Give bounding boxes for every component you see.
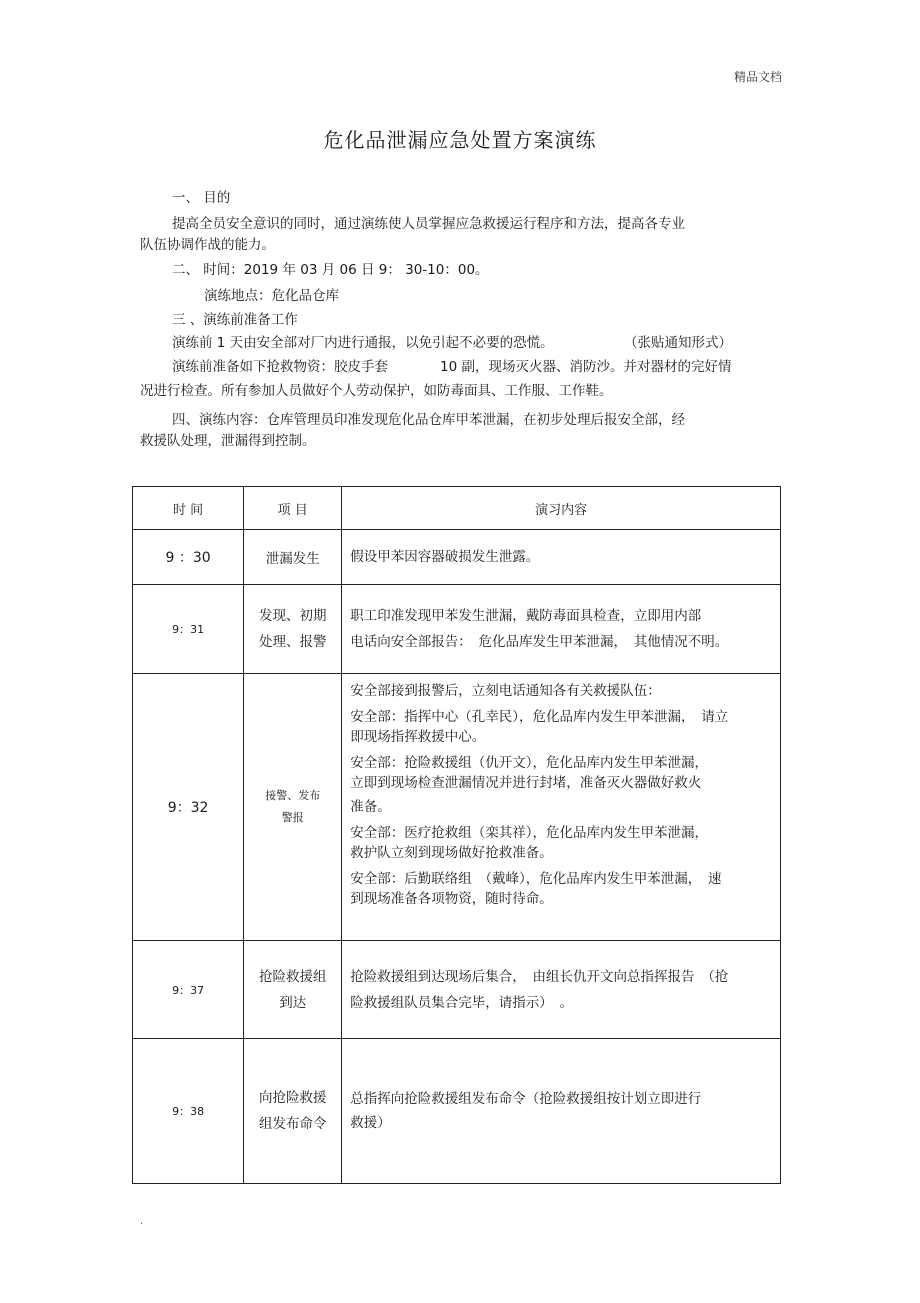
row-content [342,585,781,674]
row-content-line: 立即到现场检查泄漏情况并进行封堵，准备灭火器做好救火 [350,775,702,791]
row-item-line: 泄漏发生 [265,551,320,567]
row-item-line: 抢险救援组 [258,968,327,985]
row-content-line: 即现场指挥救援中心。 [350,729,486,745]
header-content: 演习内容 [342,487,781,530]
row-item-line: 处理、报警 [258,634,327,650]
row-content-line: 救援） [350,1115,391,1131]
row-content-line: 险救援组队员集合完毕，请指示） 。 [350,994,574,1011]
row-item [244,941,342,1039]
document-title: 危化品泄漏应急处置方案演练 [323,128,597,152]
row-content-line: 安全部：后勤联络组 （戴峰），危化品库内发生甲苯泄漏， 速 [350,871,722,887]
row-content-line: 安全部接到报警后，立刻电话通知各有关救援队伍： [350,683,661,699]
row-time: 9：37 [133,941,244,1039]
row-content [342,674,781,941]
row-content-line: 救护队立刻到现场做好抢救准备。 [350,845,553,861]
footer-dot: . [140,1216,144,1227]
row-time: 9 ：30 [133,530,244,585]
section-1-body-line-2: 队伍协调作战的能力。 [140,237,275,253]
section-3-line-2b: 10 副，现场灭火器、消防沙。并对器材的完好情 [440,359,732,375]
row-item-line: 发现、初期 [258,608,327,624]
row-content-line: 安全部：医疗抢救组（栾其祥），危化品库内发生甲苯泄漏， [350,825,709,841]
row-content-line: 职工印准发现甲苯发生泄漏，戴防毒面具检查，立即用内部 [350,608,702,624]
table-row [133,530,781,585]
row-content-line: 假设甲苯因容器破损发生泄露。 [350,549,540,565]
section-3-line-1: 演练前 1 天由安全部对厂内进行通报，以免引起不必要的恐慌。 [172,335,554,351]
row-time: 9：32 [133,674,244,941]
row-content [342,941,781,1039]
table-row [133,585,781,674]
row-time: 9：38 [133,1039,244,1184]
row-content-line: 到现场准备各项物资，随时待命。 [350,891,553,907]
section-2-heading: 二、 时间：2019 年 03 月 06 日 9： 30-10：00。 [172,262,489,278]
row-item-line: 组发布命令 [258,1116,327,1132]
section-1-body-line-1: 提高全员安全意识的同时，通过演练使人员掌握应急救援运行程序和方法，提高各专业 [172,216,685,232]
section-3-line-2a: 演练前准备如下抢救物资：胶皮手套 [172,359,388,375]
table-row [133,1039,781,1184]
header-item: 项 目 [244,487,342,530]
row-content-line: 安全部：指挥中心（孔幸民），危化品库内发生甲苯泄漏， 请立 [350,709,729,725]
row-item [244,674,342,941]
row-item-line: 向抢险救援 [258,1090,327,1106]
section-2-place: 演练地点：危化品仓库 [204,288,339,304]
section-3-line-3: 况进行检查。所有参加人员做好个人劳动保护，如防毒面具、工作服、工作鞋。 [140,383,613,399]
row-content [342,1039,781,1184]
row-content-line: 安全部：抢险救援组（仇开文），危化品库内发生甲苯泄漏， [350,755,709,771]
section-4-line-1: 四、演练内容：仓库管理员印准发现危化品仓库甲苯泄漏，在初步处理后报安全部，经 [172,412,685,428]
row-time: 9：31 [133,585,244,674]
row-item-line: 警报 [281,811,304,824]
row-item [244,530,342,585]
row-item [244,1039,342,1184]
table-header-row [133,487,781,530]
corner-label: 精品文档 [734,70,783,84]
section-4-line-2: 救援队处理，泄漏得到控制。 [140,433,316,449]
table-row [133,674,781,941]
row-content-line: 准备。 [350,799,391,815]
row-item-line: 接警、发布 [265,789,321,802]
drill-schedule-table [132,486,781,1184]
row-item-line: 到达 [279,994,307,1011]
section-3-heading: 三 、演练前准备工作 [172,312,298,328]
section-1-heading: 一、 目的 [172,190,231,206]
row-content-line: 电话向安全部报告： 危化品库发生甲苯泄漏， 其他情况不明。 [350,634,729,650]
table-row [133,941,781,1039]
section-3-line-1-note: （张贴通知形式） [624,335,732,351]
row-item [244,585,342,674]
row-content-line: 抢险救援组到达现场后集合， 由组长仇开文向总指挥报告 （抢 [350,968,729,985]
header-time: 时 间 [133,487,244,530]
row-content-line: 总指挥向抢险救援组发布命令（抢险救援组按计划立即进行 [350,1091,702,1107]
row-content [342,530,781,585]
